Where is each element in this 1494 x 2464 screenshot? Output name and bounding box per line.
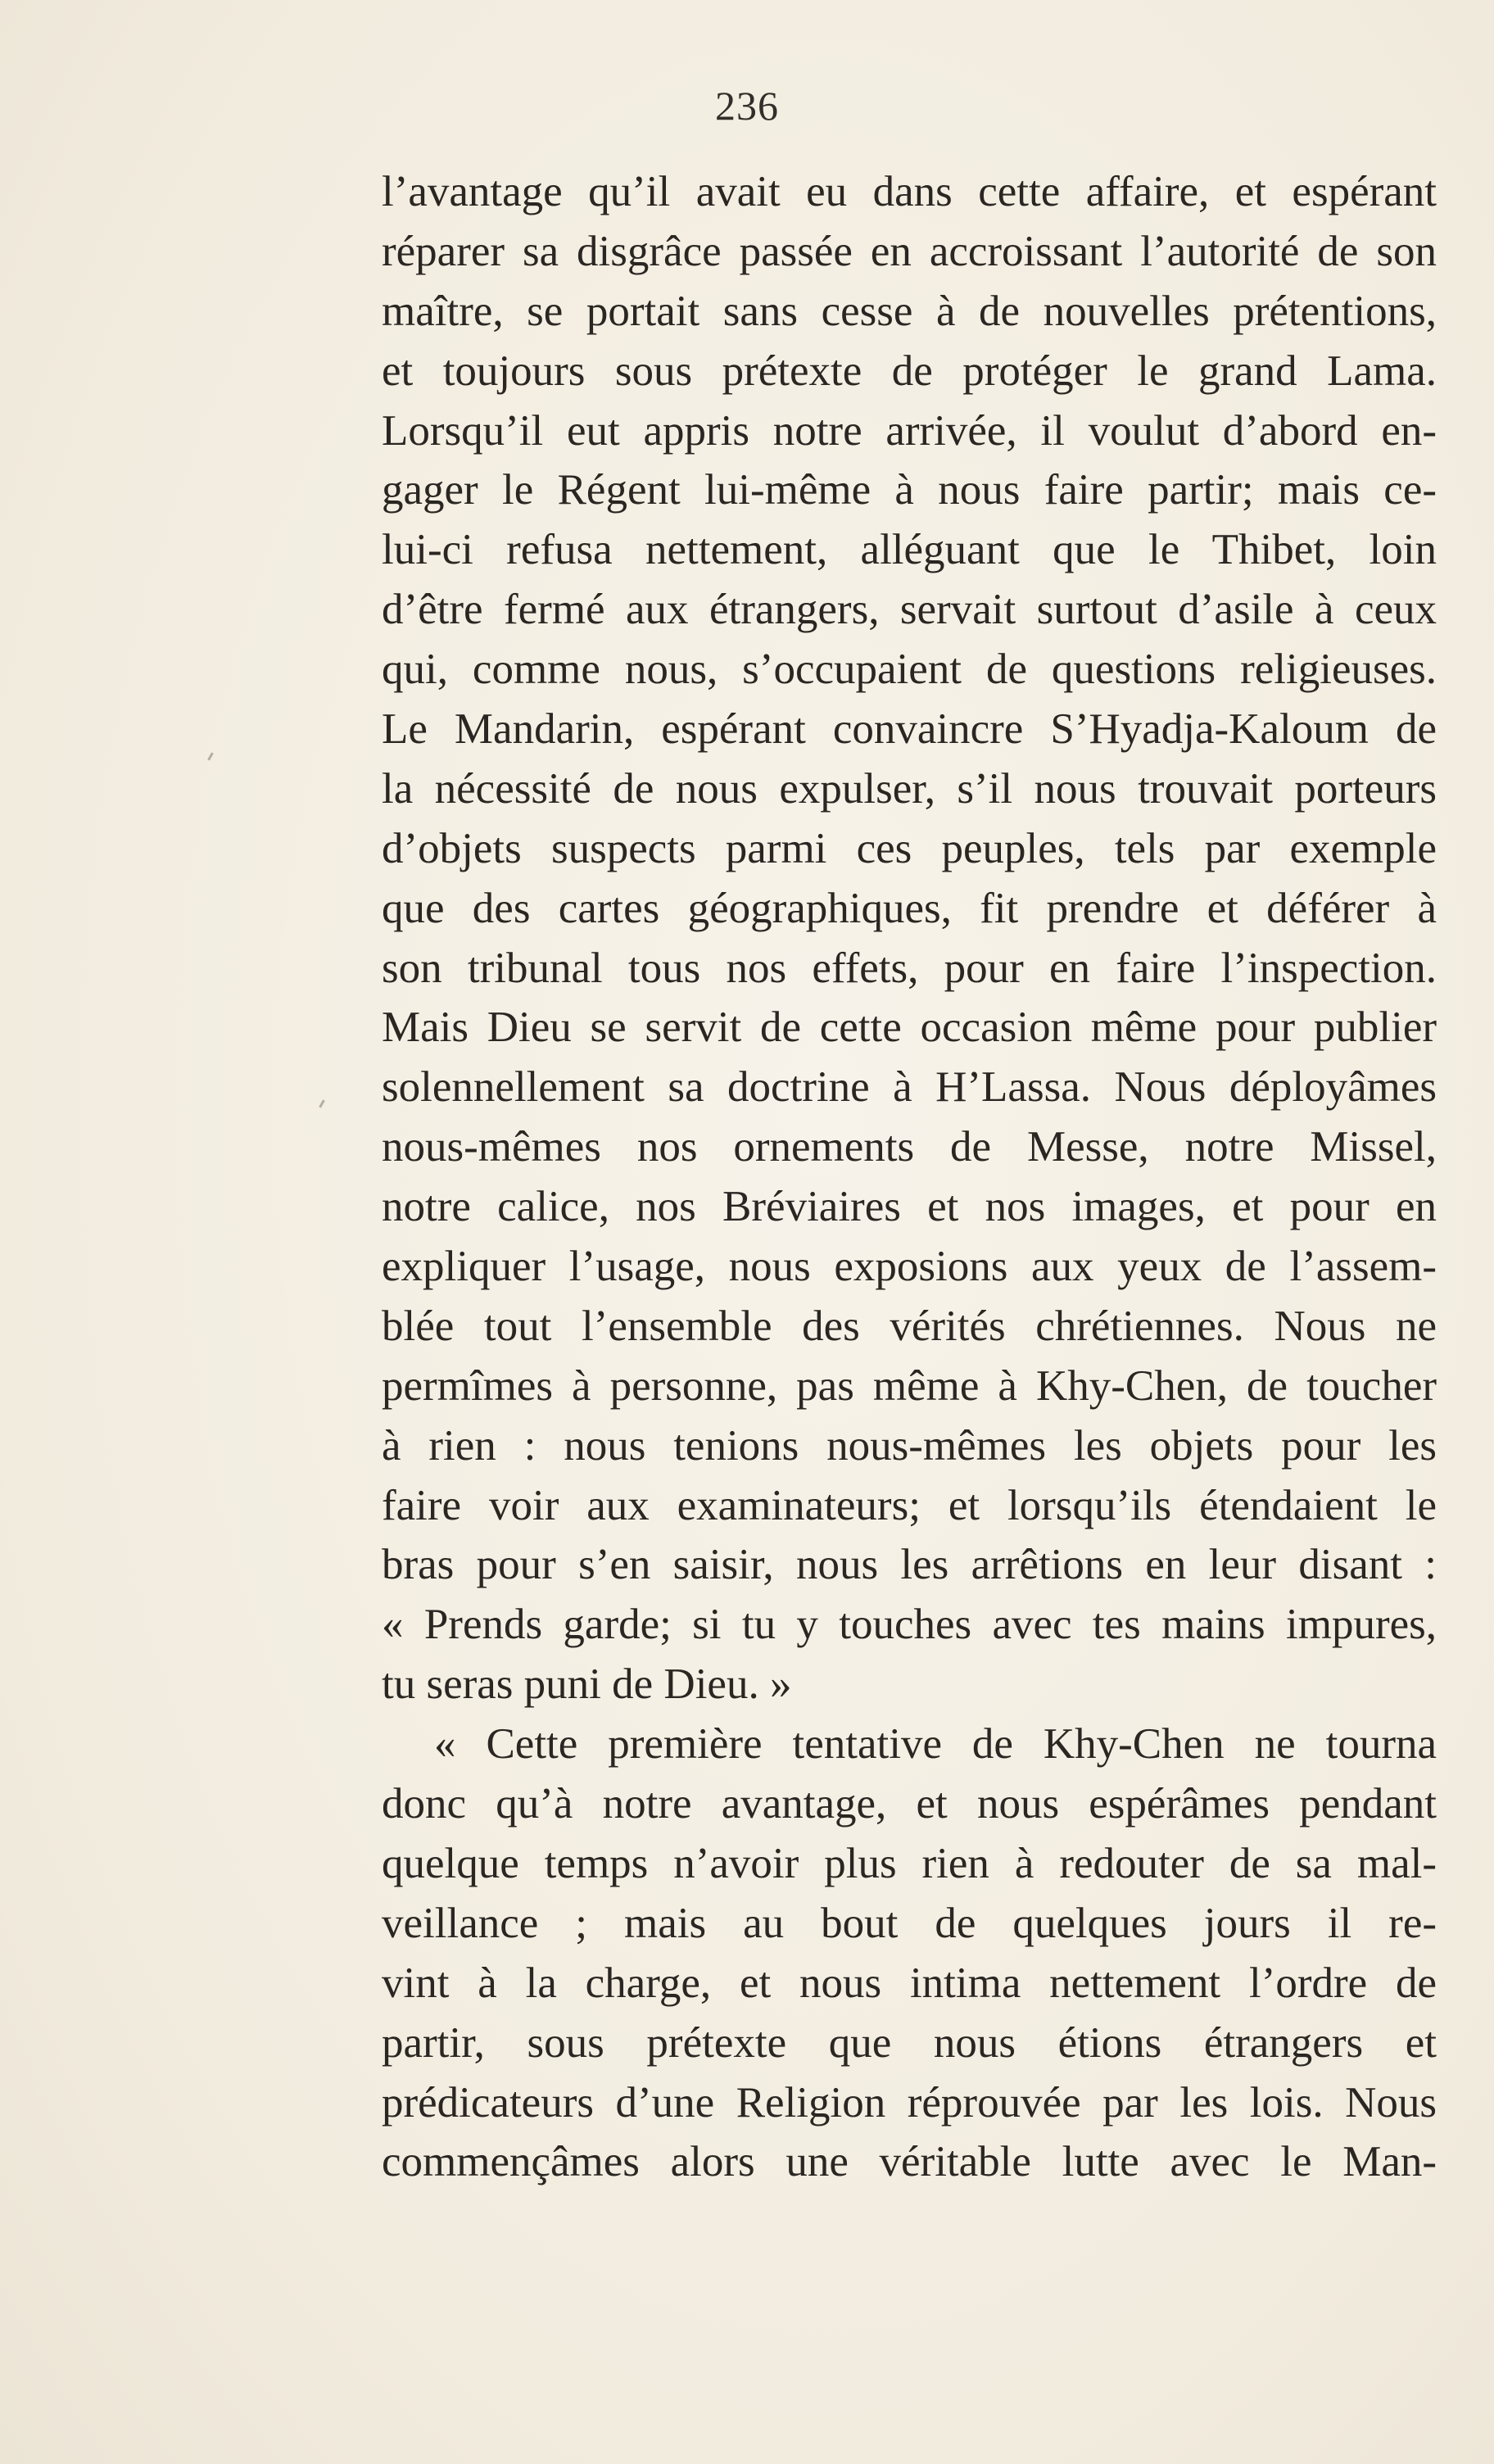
- text-line: son tribunal tous nos effets, pour en faire l’inspection.: [382, 944, 1437, 992]
- text-line: la nécessité de nous expulser, s’il nous trouvait porteurs: [382, 764, 1437, 813]
- paper-speck: [207, 752, 214, 760]
- text-line: réparer sa disgrâce passée en accroissant l’autorité de son: [382, 227, 1437, 275]
- text-line: donc qu’à notre avantage, et nous espérâmes pendant: [382, 1780, 1437, 1828]
- text-line: « Cette première tentative de Khy-Chen ne tourna: [434, 1720, 1437, 1769]
- text-line: d’être fermé aux étrangers, servait surtout d’asile à ceux: [382, 586, 1437, 634]
- text-line: Le Mandarin, espérant convaincre S’Hyadja-Kaloum de: [382, 705, 1437, 754]
- text-line: maître, se portait sans cesse à de nouvelles prétentions,: [382, 287, 1437, 335]
- text-line: prédicateurs d’une Religion réprouvée par les lois. Nous: [382, 2078, 1437, 2127]
- text-line: expliquer l’usage, nous exposions aux yeux de l’assem-: [382, 1243, 1437, 1291]
- text-line: qui, comme nous, s’occupaient de questions religieuses.: [382, 645, 1437, 694]
- text-line: Lorsqu’il eut appris notre arrivée, il voulut d’abord en-: [382, 406, 1437, 455]
- text-line: lui-ci refusa nettement, alléguant que le Thibet, loin: [382, 526, 1437, 574]
- text-line: d’objets suspects parmi ces peuples, tels par exemple: [382, 824, 1437, 872]
- text-line: permîmes à personne, pas même à Khy-Chen, de toucher: [382, 1361, 1437, 1410]
- body-text: [382, 162, 1437, 2192]
- text-line: tu seras puni de Dieu. »: [382, 1660, 792, 1709]
- text-line: bras pour s’en saisir, nous les arrêtions en leur disant :: [382, 1541, 1437, 1589]
- text-line: et toujours sous prétexte de protéger le grand Lama.: [382, 346, 1437, 395]
- text-line: gager le Régent lui-même à nous faire partir; mais ce-: [382, 466, 1437, 514]
- text-line: à rien : nous tenions nous-mêmes les objets pour les: [382, 1421, 1437, 1470]
- text-line: l’avantage qu’il avait eu dans cette affaire, et espérant: [382, 168, 1437, 215]
- text-line: que des cartes géographiques, fit prendre et déférer à: [382, 884, 1437, 932]
- text-line: faire voir aux examinateurs; et lorsqu’ils étendaient le: [382, 1481, 1437, 1529]
- text-line: veillance ; mais au bout de quelques jours il re-: [382, 1899, 1437, 1947]
- text-line: commençâmes alors une véritable lutte avec le Man-: [382, 2138, 1437, 2186]
- text-line: Mais Dieu se servit de cette occasion même pour publier: [382, 1003, 1437, 1052]
- text-line: nous-mêmes nos ornements de Messe, notre Missel,: [382, 1123, 1437, 1171]
- text-line: blée tout l’ensemble des vérités chrétiennes. Nous ne: [382, 1302, 1437, 1350]
- text-line: solennellement sa doctrine à H’Lassa. Nous déployâmes: [382, 1063, 1437, 1112]
- text-line: notre calice, nos Bréviaires et nos images, et pour en: [382, 1183, 1437, 1231]
- paper-speck: [319, 1099, 325, 1107]
- page-number: 236: [715, 83, 779, 129]
- text-line: vint à la charge, et nous intima nettement l’ordre de: [382, 1959, 1437, 2007]
- text-line: « Prends garde; si tu y touches avec tes mains impures,: [382, 1601, 1437, 1649]
- text-line: quelque temps n’avoir plus rien à redouter de sa mal-: [382, 1839, 1437, 1887]
- text-line: partir, sous prétexte que nous étions étrangers et: [382, 2018, 1437, 2067]
